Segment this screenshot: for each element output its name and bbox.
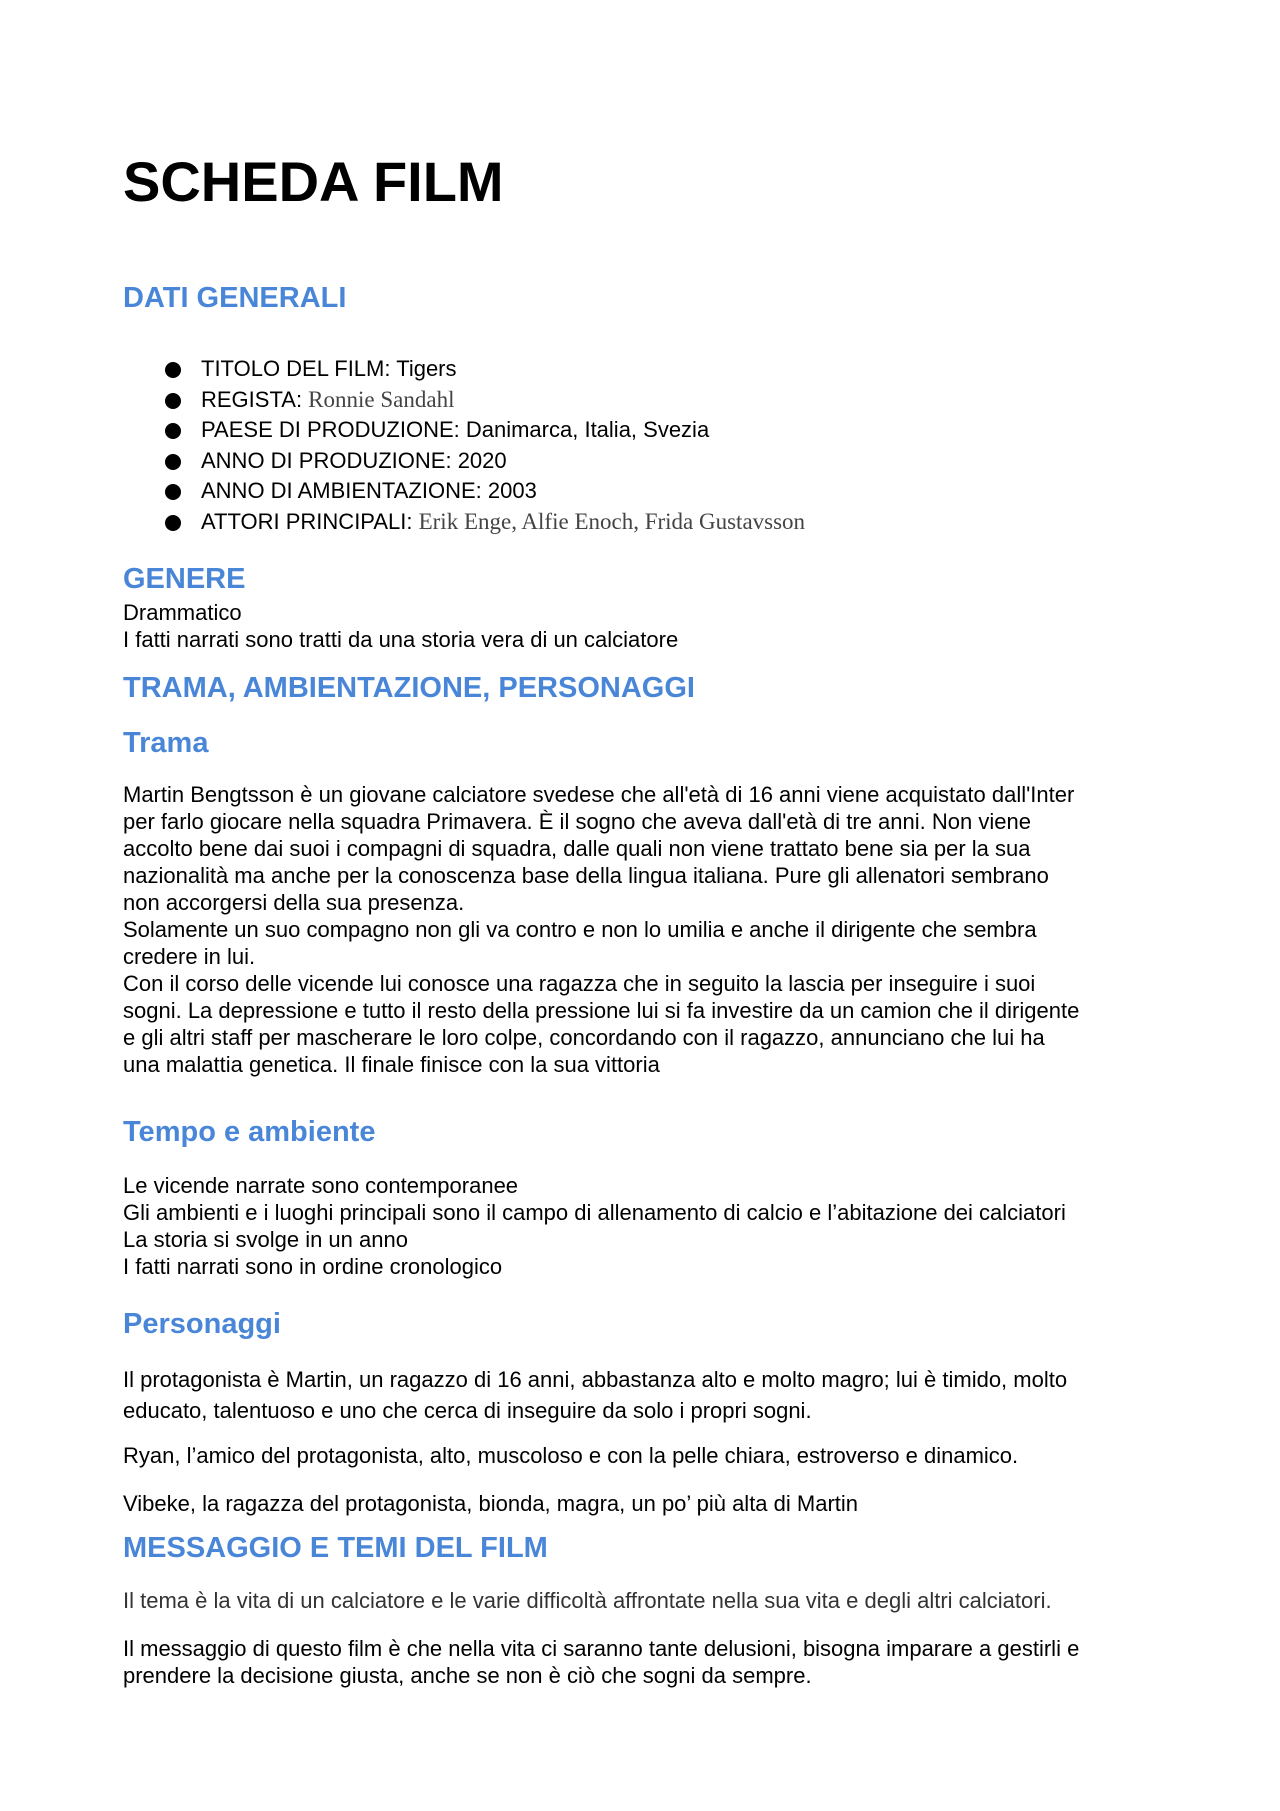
trama-text [123, 781, 1173, 1078]
heading-dati-generali: DATI GENERALI [123, 282, 347, 314]
list-item: PAESE DI PRODUZIONE: Danimarca, Italia, Svezia [165, 415, 1215, 446]
bullet-icon [165, 484, 181, 500]
genere-text [123, 599, 1173, 653]
tempo-line: Le vicende narrate sono contemporanee [123, 1173, 519, 1198]
trama-line: sogni. La depressione e tutto il resto della pressione lui si fa investire da un camion che il dirigente [123, 998, 1080, 1023]
personaggi-paragraph-3: Vibeke, la ragazza del protagonista, bionda, magra, un po’ più alta di Martin [123, 1491, 859, 1516]
list-item: REGISTA: Ronnie Sandahl [165, 385, 1215, 416]
page-title: SCHEDA FILM [123, 150, 504, 213]
personaggi-paragraph-1: Il protagonista è Martin, un ragazzo di 16 anni, abbastanza alto e molto magro; lui è timido, molto educato, talentuoso e uno che cerca di inseguire da solo i propri sogni. [123, 1367, 1068, 1423]
heading-tempo-ambiente: Tempo e ambiente [123, 1116, 376, 1148]
bullet-icon [165, 515, 181, 531]
heading-messaggio-temi: MESSAGGIO E TEMI DEL FILM [123, 1532, 548, 1564]
bullet-icon [165, 362, 181, 378]
genere-line: Drammatico [123, 600, 242, 625]
trama-line: per farlo giocare nella squadra Primavera. È il sogno che aveva dall'età di tre anni. Non viene [123, 809, 1031, 834]
tempo-line: Gli ambienti e i luoghi principali sono il campo di allenamento di calcio e l’abitazione dei calciatori [123, 1200, 1066, 1225]
trama-line: Solamente un suo compagno non gli va contro e non lo umilia e anche il dirigente che sembra [123, 917, 1037, 942]
trama-line: una malattia genetica. Il finale finisce con la sua vittoria [123, 1052, 660, 1077]
trama-line: accolto bene dai suoi i compagni di squadra, dalle quali non viene trattato bene sia per la sua [123, 836, 1031, 861]
heading-trama: Trama [123, 727, 209, 759]
tempo-text [123, 1172, 1173, 1280]
list-item: TITOLO DEL FILM: Tigers [165, 354, 1215, 385]
list-item: ANNO DI AMBIENTAZIONE: 2003 [165, 476, 1215, 507]
tempo-line: I fatti narrati sono in ordine cronologico [123, 1254, 503, 1279]
trama-line: Con il corso delle vicende lui conosce una ragazza che in seguito la lascia per inseguire i suoi [123, 971, 1036, 996]
genere-line: I fatti narrati sono tratti da una storia vera di un calciatore [123, 627, 679, 652]
messaggio-paragraph-1: Il tema è la vita di un calciatore e le varie difficoltà affrontate nella sua vita e degli altri calciatori. [123, 1588, 1052, 1613]
trama-line: Martin Bengtsson è un giovane calciatore svedese che all'età di 16 anni viene acquistato dall'Inter [123, 782, 1075, 807]
trama-line: nazionalità ma anche per la conoscenza base della lingua italiana. Pure gli allenatori sembrano [123, 863, 1049, 888]
tempo-line: La storia si svolge in un anno [123, 1227, 408, 1252]
list-item: ATTORI PRINCIPALI: Erik Enge, Alfie Enoch, Frida Gustavsson [165, 507, 1215, 538]
heading-genere: GENERE [123, 563, 246, 595]
trama-line: non accorgersi della sua presenza. [123, 890, 465, 915]
heading-personaggi: Personaggi [123, 1308, 281, 1340]
bullet-icon [165, 423, 181, 439]
bullet-icon [165, 454, 181, 470]
dati-generali-list [123, 354, 1215, 537]
personaggi-paragraph-2: Ryan, l’amico del protagonista, alto, muscoloso e con la pelle chiara, estroverso e dinamico. [123, 1443, 1019, 1468]
heading-trama-ambientazione-personaggi: TRAMA, AMBIENTAZIONE, PERSONAGGI [123, 672, 695, 704]
trama-line: e gli altri staff per mascherare le loro colpe, concordando con il ragazzo, annunciano che lui ha [123, 1025, 1045, 1050]
messaggio-paragraph-2: Il messaggio di questo film è che nella vita ci saranno tante delusioni, bisogna imparare a gestirli e prendere la decisione giusta, anche se non è ciò che sogni da sempre. [123, 1636, 1080, 1688]
trama-line: credere in lui. [123, 944, 256, 969]
list-item: ANNO DI PRODUZIONE: 2020 [165, 446, 1215, 477]
bullet-icon [165, 393, 181, 409]
